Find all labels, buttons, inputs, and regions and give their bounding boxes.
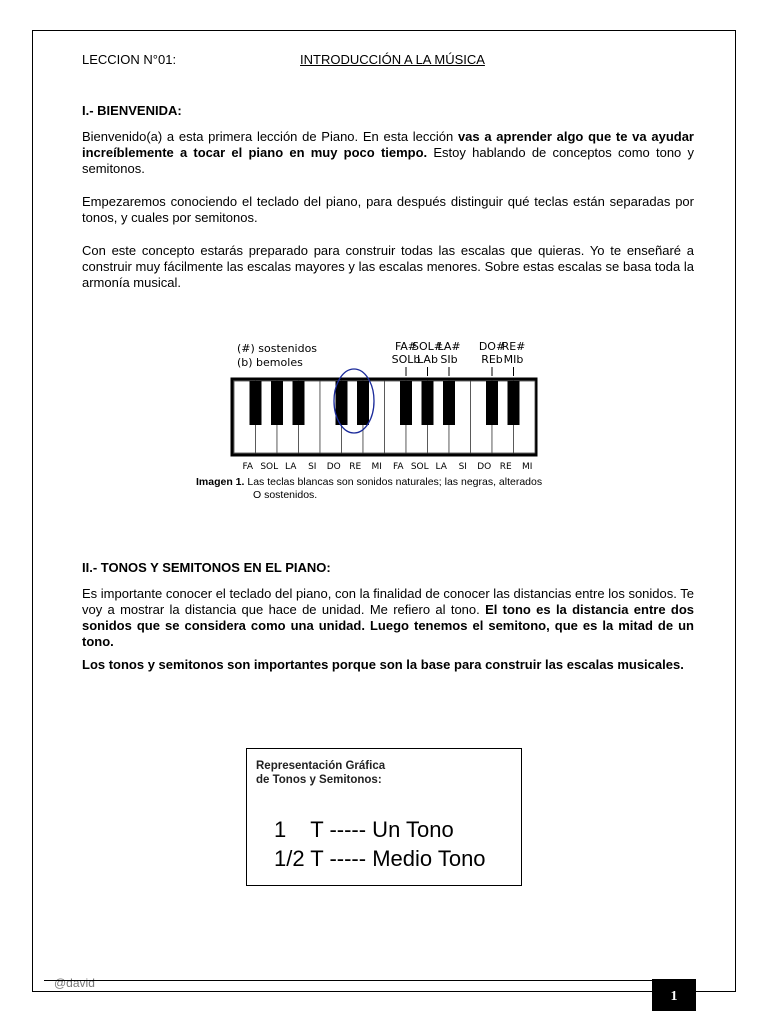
black-key-flat-label: REb [481,353,503,366]
paragraph-tono [82,586,694,650]
white-key-label: DO [477,462,492,472]
white-key-label: SOL [260,462,279,472]
tone-line-full: 1 T ----- Un Tono [274,817,454,842]
paragraph-keyboard: Empezaremos conociendo el teclado del piano, para después distinguir qué teclas están separadas por tonos, y cuales por semitonos. [82,194,694,225]
lesson-title: INTRODUCCIÓN A LA MÚSICA [300,52,485,67]
black-key-sharp-label: DO# [478,340,506,353]
tone-box-title-2: de Tonos y Semitonos: [256,774,382,786]
black-key [508,381,520,425]
black-key-sharp-label: LA# [437,340,461,353]
black-key-sharp-label: FA# [394,340,418,353]
white-key-label: FA [392,462,404,472]
paragraph-scales: Con este concepto estarás preparado para construir todas las escalas que quieras. Yo te enseñaré a construir muy fácilmente las escalas mayores y las escalas menores. Sobre estas escalas se basa toda la armonía musical. [82,243,694,290]
black-key-flat-label: SIb [440,353,458,366]
white-key-label: RE [499,462,512,472]
black-key-sharp-label: RE# [501,340,526,353]
white-key-label: SI [458,462,467,472]
black-key [400,381,412,425]
tone-line-half: 1/2 T ----- Medio Tono [274,846,486,871]
white-key-label: SI [308,462,317,472]
tone-box-title [256,759,385,787]
black-key [293,381,305,425]
footer-author: @david [54,976,95,990]
white-key-label: MI [371,462,382,472]
text-run: Estoy hablando de conceptos como tono y semitonos. [82,145,694,176]
lesson-number: LECCION N°01: [82,52,177,67]
black-key-sharp-label: SOL# [412,340,443,353]
text-run: Es importante conocer el teclado del piano, con la finalidad de conocer las distancias entre los sonidos. Te voy a mostrar la distancia que hace de unidad. Me refiero al tono. [82,586,694,617]
tone-box-title-1: Representación Gráfica [256,760,386,772]
caption-text: Las teclas blancas son sonidos naturales; las negras, alterados [244,476,543,488]
text-run-bold: El tono es la distancia entre dos sonidos que se considera como una unidad. Luego tenemos el semitono, que es la mitad de un tono. [82,602,695,649]
white-key-label: LA [435,462,447,472]
footer-divider [44,980,668,981]
text-run-bold: vas a aprender algo que te va ayudar increíblemente a tocar el piano en muy poco tiempo. [82,129,694,160]
section-heading-tonos: II.- TONOS Y SEMITONOS EN EL PIANO: [82,560,331,575]
piano-diagram [220,338,600,476]
black-key [422,381,434,425]
figure-caption [196,476,596,502]
black-key [357,381,369,425]
black-key-flat-label: SOLb [391,353,421,366]
white-key-label: SOL [410,462,429,472]
paragraph-intro [82,129,694,177]
legend-flat: (b) bemoles [237,356,303,369]
white-key-label: DO [326,462,341,472]
black-key-flat-label: MIb [503,353,524,366]
section-heading-bienvenida: I.- BIENVENIDA: [82,103,182,118]
caption-label: Imagen 1. [196,476,245,488]
black-key [443,381,455,425]
tone-box [246,748,522,886]
page-number: 1 [652,979,696,1011]
white-key-label: MI [522,462,533,472]
caption-text-2: O sostenidos. [253,489,318,501]
black-key [250,381,262,425]
white-key-label: RE [349,462,362,472]
white-key-label: FA [242,462,254,472]
black-key [486,381,498,425]
paragraph-importance: Los tonos y semitonos son importantes porque son la base para construir las escalas musicales. [82,657,684,672]
white-key-label: LA [285,462,297,472]
legend-sharp: (#) sostenidos [237,342,318,355]
black-key [271,381,283,425]
black-key-flat-label: LAb [417,353,438,366]
text-run: Bienvenido(a) a esta primera lección de Piano. En esta lección [82,129,458,144]
